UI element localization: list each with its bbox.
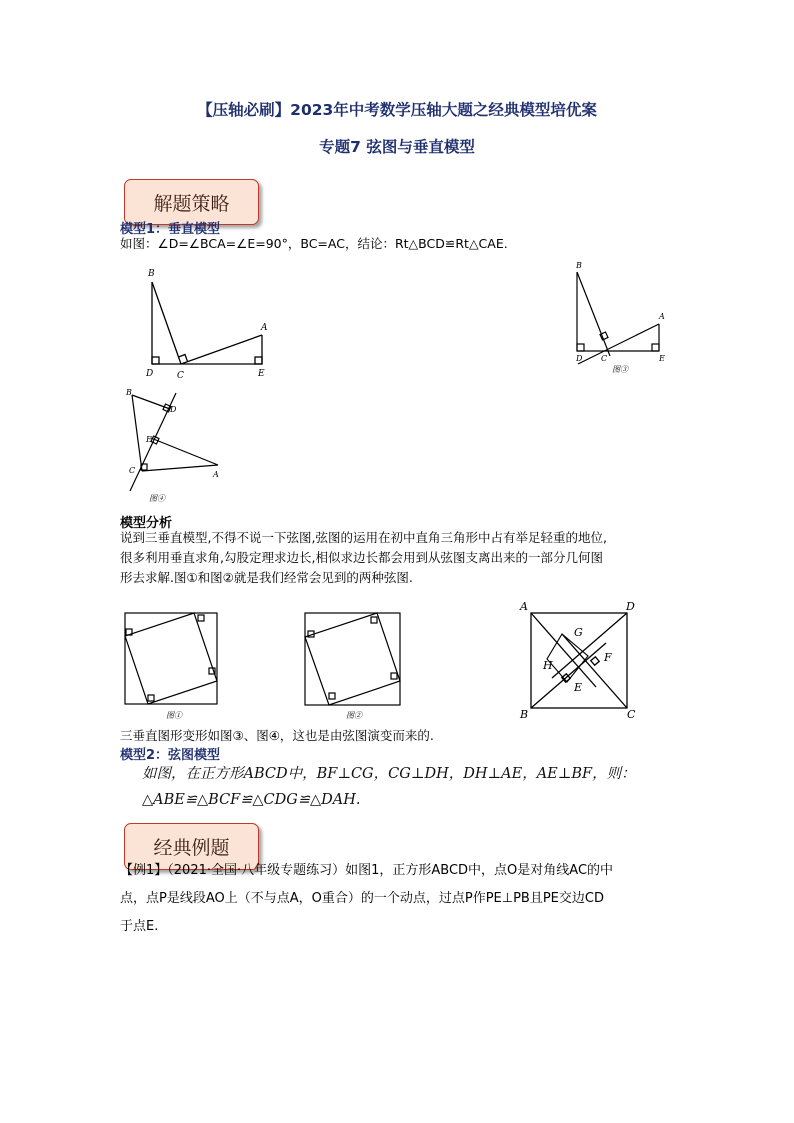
figure-1-chord-diagram [118,607,228,723]
segment-cg [562,634,627,708]
right-angle-mark-e [652,344,659,351]
label-b: B [148,269,155,279]
label-c: C [177,371,184,381]
label-c: C [129,466,136,475]
model1-heading: 模型1：垂直模型 [120,222,221,237]
figure-three-perpendicular [140,262,280,382]
label-d: D [576,354,583,363]
label-e: E [258,369,265,379]
segment-dh [552,613,627,678]
right-angle-mark [329,693,335,699]
label-b: B [576,261,582,270]
segment-bc-extended [577,272,610,356]
example1-line-3: 于点E. [120,919,159,934]
figure-2-caption: 图② [346,711,362,720]
analysis-after-text: 三垂直图形变形如图③、图④，这也是由弦图演变而来的. [120,728,434,743]
figure-3-caption: 图③ [612,365,628,374]
right-angle-mark-d [577,344,584,351]
label-e: E [574,681,583,694]
right-angle-mark-e [255,357,262,364]
model2-line-1: 如图，在正方形ABCD中，BF⊥CG，CG⊥DH，DH⊥AE，AE⊥BF，则： [142,766,636,782]
right-angle-mark-d [152,357,159,364]
example1-line-1: 【例1】（2021·全国·八年级专题练习）如图1，正方形ABCD中，点O是对角线AC的中 [120,863,614,878]
label-b: B [126,388,132,397]
label-g: G [574,626,583,639]
right-angle-mark [371,617,377,623]
figure-square-abcd [512,596,647,724]
model2-heading: 模型2：弦图模型 [120,748,221,763]
label-d: D [170,405,177,414]
label-a: A [520,600,528,613]
label-a: A [213,470,219,479]
figure-1-caption: 图① [166,711,182,720]
segment-ca [181,335,262,364]
model2-line-2: △ABE≌△BCF≌△CDG≌△DAH. [142,792,361,808]
figure-2-chord-diagram [298,607,410,723]
right-angle-mark-f [591,657,599,665]
segment-ae [151,438,218,465]
label-b: B [520,708,529,721]
analysis-line-1: 说到三垂直模型,不得不说一下弦图,弦图的运用在初中直角三角形中占有举足轻重的地位, [120,530,607,545]
analysis-line-3: 形去求解.图①和图②就是我们经常会见到的两种弦图. [120,570,413,585]
inner-square [125,613,217,704]
label-e: E [659,354,665,363]
label-c: C [601,354,608,363]
label-f: F [604,651,612,664]
example1-line-2: 点，点P是线段AO上（不与点A，O重合）的一个动点，过点P作PE⊥PB且PE交边CD [120,891,604,906]
label-d: D [146,369,154,379]
right-angle-mark [198,615,204,621]
label-h: H [543,659,553,672]
label-c: C [627,708,636,721]
label-e: E [146,435,152,444]
right-angle-mark [391,673,397,679]
outer-square [125,613,217,704]
examples-badge-label: 经典例题 [153,837,230,859]
label-d: D [626,600,635,613]
segment-bc [132,395,142,471]
figure-3 [568,256,678,376]
analysis-line-2: 很多利用垂直求角,勾股定理求边长,相似求边长都会用到从弦图支离出来的一部分几何图 [120,550,603,565]
model1-statement: 如图：∠D=∠BCA=∠E=90°，BC=AC，结论：Rt△BCD≌Rt△CAE. [120,236,508,251]
strategy-badge-label: 解题策略 [153,192,230,215]
right-angle-mark [148,695,154,701]
segment-bc [152,282,181,364]
figure-4 [118,385,228,507]
label-a: A [261,323,268,333]
inner-square [305,613,400,705]
outer-square [305,613,400,705]
segment-ac-extended [578,324,659,364]
page-title: 【压轴必刷】2023年中考数学压轴大题之经典模型培优案 [197,101,597,119]
analysis-heading: 模型分析 [120,516,173,531]
segment-ca [142,465,218,471]
page-subtitle: 专题7 弦图与垂直模型 [319,138,475,156]
label-a: A [659,312,665,321]
figure-4-caption: 图④ [149,494,165,503]
